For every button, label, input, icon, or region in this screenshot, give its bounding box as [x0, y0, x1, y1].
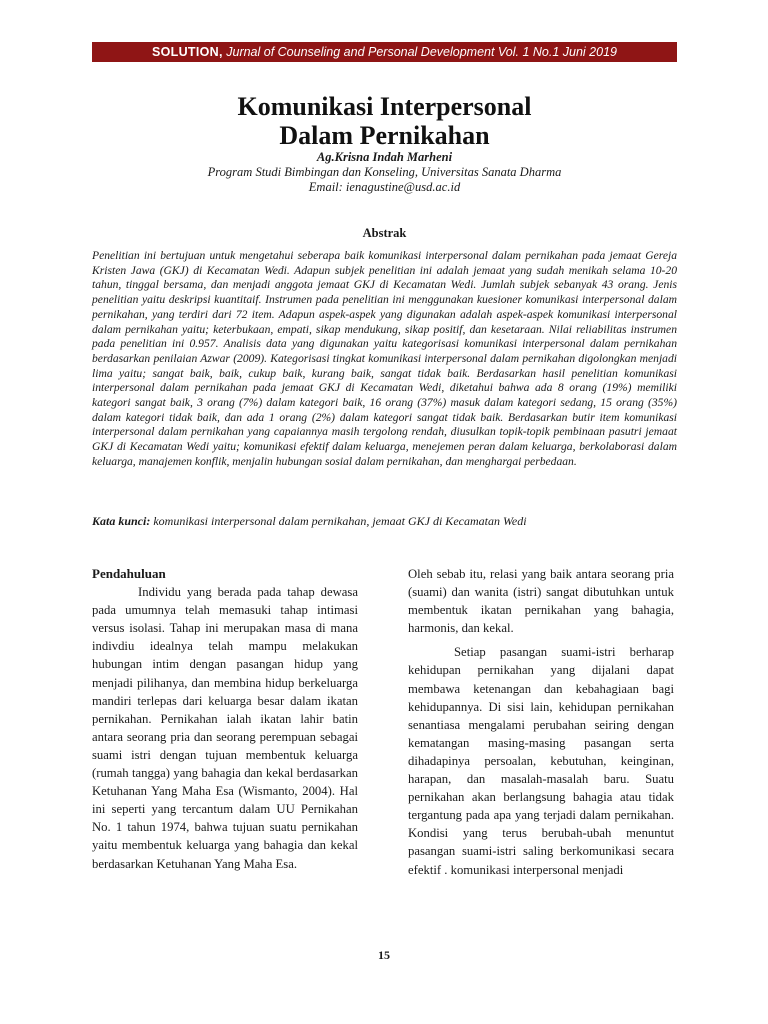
article-title: [92, 92, 677, 150]
abstract-text: Penelitian ini bertujuan untuk mengetahui seberapa baik komunikasi interpersonal dalam pernikahan pada jemaat Gereja Kristen Jawa (GKJ) di Kecamatan Wedi. Adapun subjek penelitian ini adalah jemaat yang sudah menikah selama 10-20 tahun, tinggal bersama, dan menjadi anggota jemaat GKJ di Kecamatan Wedi. Jumlah subjek sebanyak 43 orang. Jenis penelitian yaitu deskripsi kuantitaif. Instrumen pada penelitian ini menggunakan kuesioner komunikasi interpersonal dalam pernikahan, yang terdiri dari 72 item. Adapun aspek-aspek yang digunakan adalah aspek-aspek komunikasi interpersonal dalam pernikahan yaitu; keterbukaan, empati, sikap mendukung, sikap positif, dan kesetaraan. Nilai reliabilitas instrumen pada penelitian ini 0.957. Analisis data yang digunakan yaitu kategorisasi komunikasi interpersonal dalam pernikahan berdasarkan penilaian Azwar (2009). Kategorisasi tingkat komunikasi interpersonal dalam pernikahan digolongkan menjadi lima yaitu; sangat baik, baik, cukup baik, kurang baik, sangat tidak baik. Berdasarkan hasil penelitian komunikasi interpersonal dalam pernikahan pada jemaat GKJ di Kecamatan Wedi, diketahui bahwa ada 8 orang (19%) memiliki kategori sangat baik, 3 orang (7%) dalam kategori baik, 16 orang (37%) masuk dalam kategori sedang, 15 orang (35%) dalam kategori tidak baik, dan ada 1 orang (2%) dalam kategori sangat tidak baik. Berdasarkan butir item komunikasi interpersonal dalam pernikahan yang capaiannya masih tergolong rendah, diusulkan topik-topik pembinaan pasutri jemaat GKJ di Kecamatan Wedi yaitu; komunikasi efektif dalam keluarga, menejemen peran dalam keluarga, berkolaborasi dalam keluarga, manajemen konflik, menjalin hubungan sosial dalam pernikahan, dan menghargai perbedaan.: [92, 249, 677, 468]
journal-header-bar: [92, 42, 677, 62]
intro-paragraph-1: Individu yang berada pada tahap dewasa pada umumnya telah memasuki tahap intimasi versus isolasi. Tahap ini merupakan masa di mana indivdiu idealnya telah mampu melakukan hubungan intim dengan pasangan hidup yang menjadi pilihanya, dan membina hidup berkeluarga mandiri terlepas dari keluarga besar dalam ikatan pernikahan. Pernikahan ialah ikatan lahir batin antara seorang pria dan seorang perempuan sebagai suami istri dengan tujuan membentuk keluarga (rumah tangga) yang bahagia dan kekal berdasarkan Ketuhanan Yang Maha Esa (Wismanto, 2004). Hal ini seperti yang tercantum dalam UU Pernikahan No. 1 tahun 1974, bahwa tujuan suatu pernikahan yaitu membentuk keluarga yang bahagia dan kekal berdasarkan Ketuhanan Yang Maha Esa.: [92, 585, 358, 871]
author-name: Ag.Krisna Indah Marheni: [316, 150, 453, 164]
article-title-line-2: Dalam Pernikahan: [279, 121, 490, 150]
article-title-line-1: Komunikasi Interpersonal: [237, 92, 532, 121]
author-affiliation: Program Studi Bimbingan dan Konseling, Universitas Sanata Dharma: [207, 165, 562, 179]
intro-paragraph-3: Setiap pasangan suami-istri berharap kehidupan pernikahan yang dijalani dapat membawa ketenangan dan kebahagiaan bagi kehidupannya. Di sisi lain, kehidupan pernikahan senantiasa mengalami perubahan seiring dengan kematangan masing-masing pasangan serta dihadapinya persoalan, kebutuhan, keinginan, harapan, dan masalah-masalah baru. Suatu pernikahan akan berlangsung bahagia atau tidak tergantung pada apa yang terjadi dalam pernikahan. Kondisi yang terus berubah-ubah menuntut pasangan suami-istri saling berkomunikasi secara efektif . komunikasi interpersonal menjadi: [408, 645, 674, 877]
journal-issue-info: Jurnal of Counseling and Personal Development Vol. 1 No.1 Juni 2019: [222, 45, 617, 59]
keywords-label: Kata kunci:: [92, 514, 151, 528]
section-heading-introduction: Pendahuluan: [92, 566, 166, 581]
intro-paragraph-2: Oleh sebab itu, relasi yang baik antara seorang pria (suami) dan wanita (istri) sangat dibutuhkan untuk membentuk ikatan pernikahan yang bahagia, harmonis, dan kekal.: [408, 567, 674, 636]
body-column-left: [92, 565, 358, 873]
journal-name: SOLUTION,: [152, 45, 223, 59]
page-number: 15: [378, 948, 390, 962]
abstract-heading: Abstrak: [362, 226, 407, 240]
body-column-right: [408, 565, 674, 879]
keywords: [92, 514, 677, 529]
author-email: Email: ienagustine@usd.ac.id: [308, 180, 461, 194]
keywords-text: komunikasi interpersonal dalam pernikahan, jemaat GKJ di Kecamatan Wedi: [150, 514, 527, 528]
